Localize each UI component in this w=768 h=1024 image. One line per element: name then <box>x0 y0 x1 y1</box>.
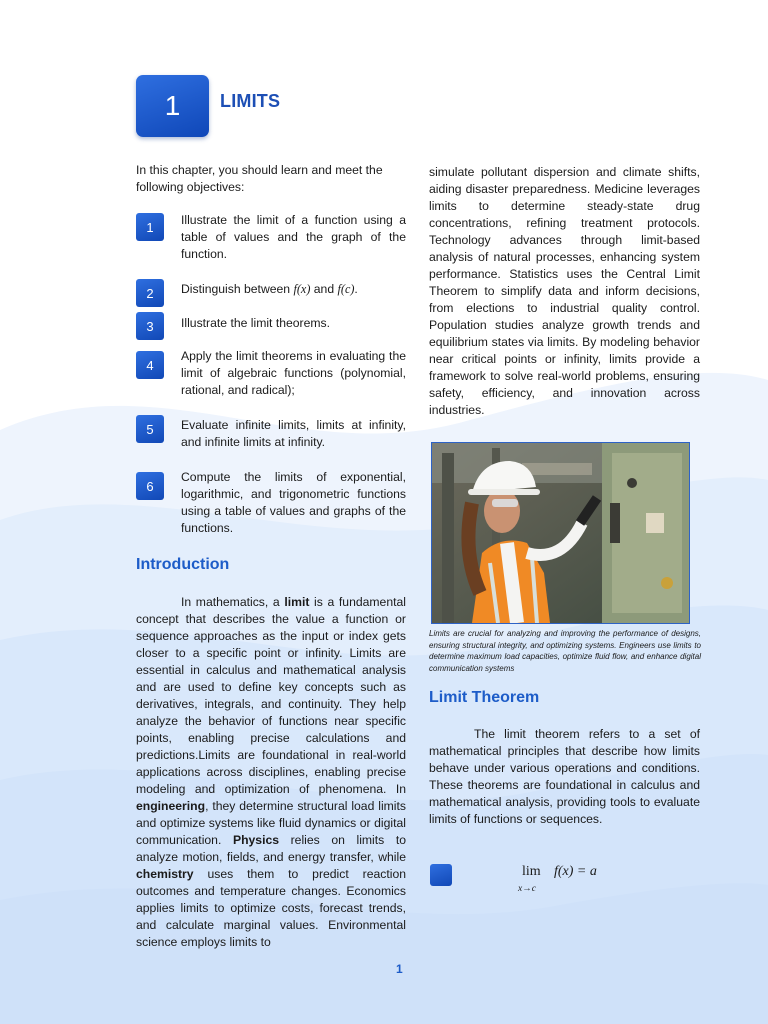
intro-bold-physics: Physics <box>232 833 280 847</box>
objective-badge-6: 6 <box>136 472 164 500</box>
intro-bold-chemistry: chemistry <box>136 867 194 881</box>
objective-text-5: Evaluate infinite limits, limits at infinity, and infinite limits at infinity. <box>181 418 406 449</box>
introduction-paragraph <box>136 594 406 951</box>
engineer-photo-illustration <box>432 443 689 623</box>
intro-text-5: uses them to predict reaction outcomes and temperature changes. Economics applies limits to optimize costs, forecast trends, and calculate marginal values. Environmental science employs limits to <box>136 867 406 949</box>
introduction-heading: Introduction <box>136 556 230 573</box>
objective-text-2-a: Distinguish between <box>181 282 294 296</box>
objectives-intro: In this chapter, you should learn and meet the following objectives: <box>136 163 383 194</box>
formula-bullet <box>430 864 452 886</box>
intro-text-2: is a fundamental concept that describes the value a function or sequence approaches as the input or index gets closer to a specific point or infinity. Limits are essential in calculus and mathematical analysis and are used to define key concepts such as derivatives, integrals, and continuity. They help analyze the behavior of functions near specific points, enabling precise calculations and predictions.Limits are foundational in real-world applications across disciplines, enabling precise modeling and optimization of phenomena. In <box>136 595 406 796</box>
math-f-of-x: f(x) <box>293 282 311 296</box>
chapter-number-badge <box>136 75 209 137</box>
objective-text-6: Compute the limits of exponential, logarithmic, and trigonometric functions using a table of values and graphs of the functions. <box>181 470 406 535</box>
photo-caption: Limits are crucial for analyzing and improving the performance of designs, ensuring structural integrity, and optimizing systems. Engineers use limits to determine maximum load capacities, optimize fluid flow, and enhance digital communication systems <box>429 629 701 673</box>
objective-text-3: Illustrate the limit theorems. <box>181 316 331 330</box>
intro-text-1: In mathematics, a <box>181 595 285 609</box>
objective-badge-5: 5 <box>136 415 164 443</box>
objective-text-1: Illustrate the limit of a function using a table of values and the graph of the function. <box>181 213 406 261</box>
applications-paragraph: simulate pollutant dispersion and climate shifts, aiding disaster preparedness. Medicine leverages limits to determine steady-state drug concentrations, refining treatment protocols. Technology advances through limit-based analysis of natural processes, enhancing system performance. Statistics uses the Central Limit Theorem to simplify data and inform decisions, from elections to industrial quality control. Population studies analyze growth trends and equilibrium states via limits. By modeling behavior near critical points or infinity, limits provide a framework to solve real-world problems, ensuring safety, efficiency, and innovation across industries. <box>429 165 700 417</box>
objective-badge-1: 1 <box>136 213 164 241</box>
formula-subscript: x→c <box>518 884 536 894</box>
objective-text-2 <box>181 281 406 298</box>
intro-bold-limit: limit <box>284 595 310 609</box>
intro-bold-engineering: engineering <box>136 799 206 813</box>
objective-text-4: Apply the limit theorems in evaluating the limit of algebraic functions (polynomial, rational, and radical); <box>181 349 406 397</box>
objective-badge-2: 2 <box>136 279 164 307</box>
objective-text-2-b: and <box>310 282 338 296</box>
objective-text-2-c: . <box>354 282 358 296</box>
intro-text-4: relies on limits to analyze motion, fields, and energy transfer, while <box>136 833 406 864</box>
math-f-of-c: f(c) <box>337 282 355 296</box>
chapter-number: 1 <box>164 90 181 121</box>
engineer-photo <box>431 442 690 624</box>
limit-theorem-paragraph: The limit theorem refers to a set of mathematical principles that describe how limits behave under various operations and conditions. These theorems are foundational in calculus and mathematical analysis, providing tools to evaluate limits of functions or sequences. <box>429 727 700 826</box>
intro-text-3: , they determine structural load limits and optimize systems like fluid dynamics or digital communication. <box>136 799 406 847</box>
formula-expression: f(x) = a <box>554 864 597 879</box>
objective-badge-4: 4 <box>136 351 164 379</box>
chapter-title: LIMITS <box>220 91 281 111</box>
page-number: 1 <box>396 962 403 976</box>
formula-lim: lim <box>522 864 541 879</box>
limit-theorem-heading: Limit Theorem <box>429 689 540 706</box>
objective-badge-3: 3 <box>136 312 164 340</box>
